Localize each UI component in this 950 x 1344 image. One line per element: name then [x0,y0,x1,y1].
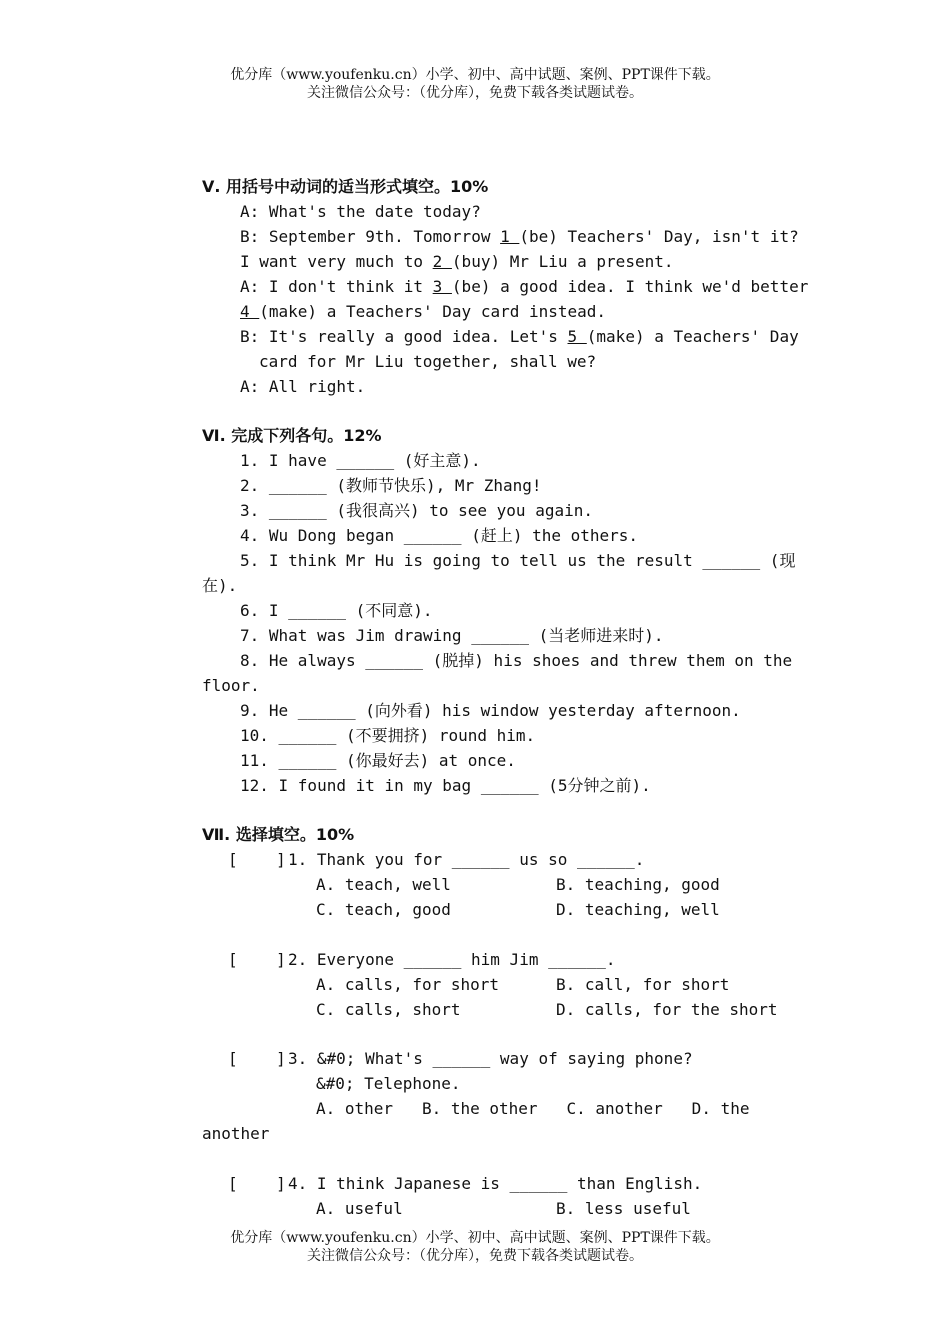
option: D. teaching, well [556,900,720,919]
list-item: 8. He always ______ (脱掉) his shoes and threw them on the [240,651,793,670]
question-stem: 4. I think Japanese is ______ than English. [288,1174,703,1193]
dialog-line: 4 (make) a Teachers' Day card instead. [240,302,607,321]
option: D. calls, for the short [556,1000,778,1019]
option: B. call, for short [556,975,730,994]
options-line-continued: another [202,1124,270,1143]
option: C. calls, short [316,1000,461,1019]
blank-1: 1 [500,227,520,246]
dialog-line: B: It's really a good idea. Let's 5 (make) a Teachers' Day [240,327,799,346]
blank-4: 4 [240,302,260,321]
question-line: &#0; Telephone. [316,1074,461,1093]
answer-bracket: [ ] [228,1049,286,1068]
list-item: 11. ______ (你最好去) at once. [240,751,516,770]
list-item: 3. ______ (我很高兴) to see you again. [240,501,593,520]
option: B. teaching, good [556,875,720,894]
list-item-continued: 在). [202,576,238,595]
list-item: 7. What was Jim drawing ______ (当老师进来时). [240,626,664,645]
dialog-line: I want very much to 2 (buy) Mr Liu a present. [240,252,674,271]
list-item: 6. I ______ (不同意). [240,601,433,620]
options-line: A. other B. the other C. another D. the [316,1099,750,1118]
dialog-line: A: All right. [240,377,366,396]
question-stem: 1. Thank you for ______ us so ______. [288,850,645,869]
option: A. calls, for short [316,975,500,994]
blank-3: 3 [432,277,452,296]
option: C. teach, good [316,900,451,919]
list-item: 5. I think Mr Hu is going to tell us the result ______ (现 [240,551,796,570]
footer-line-2: 关注微信公众号：（优分库），免费下载各类试题试卷。 [307,1248,643,1264]
section-5-title: Ⅴ. 用括号中动词的适当形式填空。10% [202,177,489,196]
list-item: 2. ______ (教师节快乐), Mr Zhang! [240,476,542,495]
list-item: 1. I have ______ (好主意). [240,451,481,470]
list-item: 9. He ______ (向外看) his window yesterday afternoon. [240,701,741,720]
section-7-title: Ⅶ. 选择填空。10% [202,825,355,844]
header-line-1: 优分库（www.youfenku.cn）小学、初中、高中试题、案例、PPT课件下载。 [230,67,720,83]
answer-bracket: [ ] [228,850,286,869]
dialog-line: A: What's the date today? [240,202,481,221]
section-6-title: Ⅵ. 完成下列各句。12% [202,426,382,445]
blank-5: 5 [567,327,587,346]
list-item-continued: floor. [202,676,260,695]
answer-bracket: [ ] [228,950,286,969]
header-line-2: 关注微信公众号：（优分库），免费下载各类试题试卷。 [307,85,643,101]
question-stem: 2. Everyone ______ him Jim ______. [288,950,616,969]
page-header [0,66,950,102]
option: A. teach, well [316,875,451,894]
option: B. less useful [556,1199,691,1218]
option: A. useful [316,1199,403,1218]
answer-bracket: [ ] [228,1174,286,1193]
dialog-line: B: September 9th. Tomorrow 1 (be) Teachers' Day, isn't it? [240,227,799,246]
dialog-line: A: I don't think it 3 (be) a good idea. I think we'd better [240,277,809,296]
page-footer [0,1229,950,1265]
list-item: 12. I found it in my bag ______ (5分钟之前). [240,776,651,795]
list-item: 10. ______ (不要拥挤) round him. [240,726,536,745]
question-stem: 3. &#0; What's ______ way of saying phone? [288,1049,693,1068]
blank-2: 2 [432,252,452,271]
footer-line-1: 优分库（www.youfenku.cn）小学、初中、高中试题、案例、PPT课件下载。 [230,1230,720,1246]
list-item: 4. Wu Dong began ______ (赶上) the others. [240,526,639,545]
dialog-line: card for Mr Liu together, shall we? [259,352,597,371]
